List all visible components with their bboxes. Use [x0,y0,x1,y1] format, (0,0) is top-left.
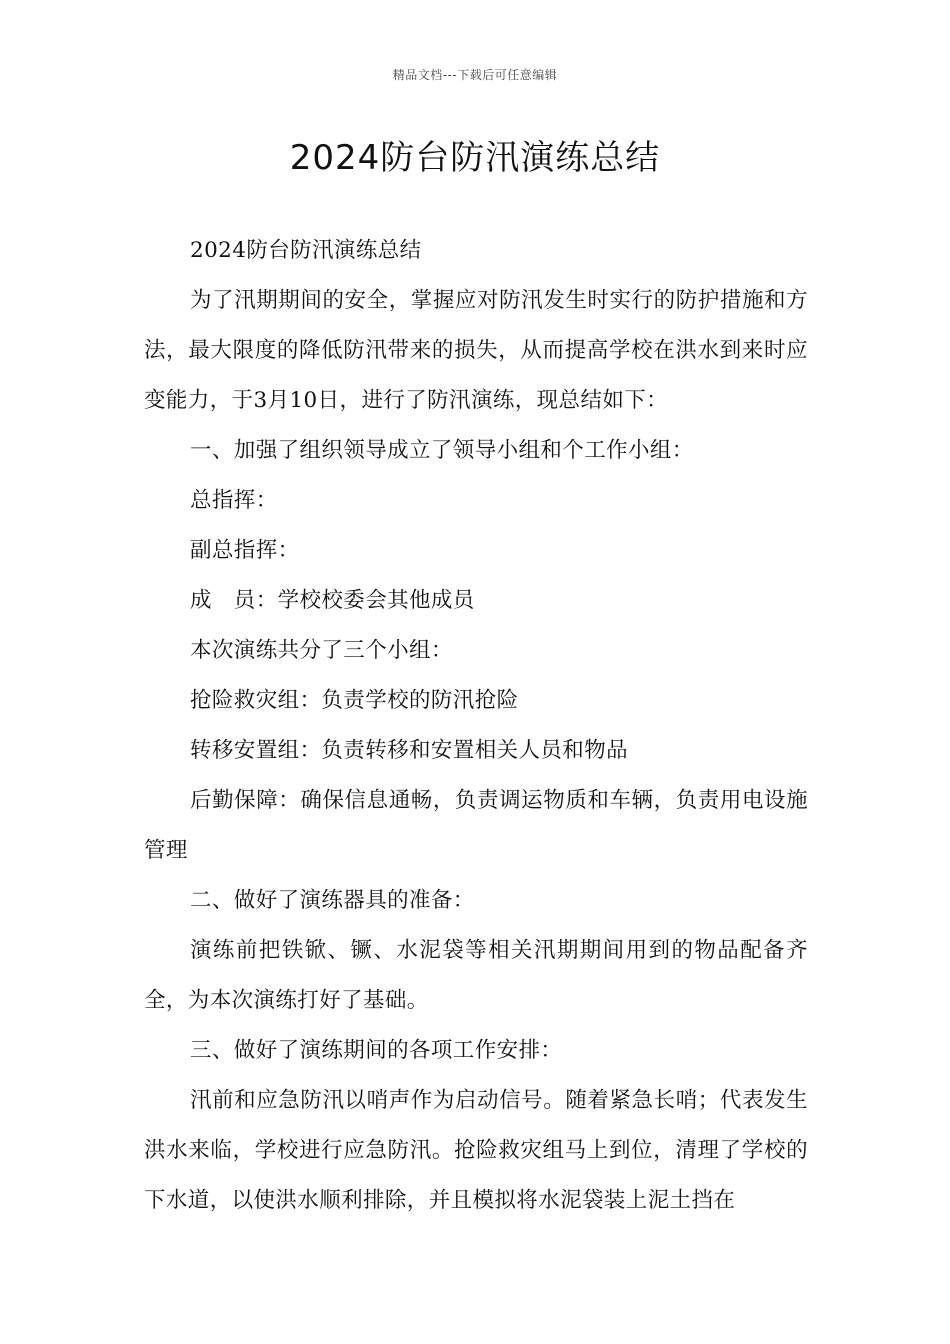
document-title: 2024防台防汛演练总结 [289,138,661,178]
header-note: 精品文档---下载后可任意编辑 [392,68,558,82]
signal-paragraph: 汛前和应急防汛以哨声作为启动信号。随着紧急长哨；代表发生洪水来临，学校进行应急防汛。抢险救灾组马上到位，清理了学校的下水道，以使洪水顺利排除，并且模拟将水泥袋装上泥土挡在 [144,1088,808,1213]
groups-intro-line: 本次演练共分了三个小组： [190,638,453,663]
members-line: 成 员：学校校委会其他成员 [190,588,475,613]
equipment-paragraph: 演练前把铁锨、镢、水泥袋等相关汛期期间用到的物品配备齐全，为本次演练打好了基础。 [144,938,808,1013]
section-two-heading: 二、做好了演练器具的准备： [190,888,475,913]
subtitle-paragraph: 2024防台防汛演练总结 [190,238,422,263]
logistics-group-paragraph: 后勤保障：确保信息通畅，负责调运物质和车辆，负责用电设施管理 [144,788,808,863]
deputy-commander-line: 副总指挥： [190,538,300,563]
document-body [144,226,808,1226]
rescue-group-line: 抢险救灾组：负责学校的防汛抢险 [190,688,519,713]
section-one-heading: 一、加强了组织领导成立了领导小组和个工作小组： [190,438,694,463]
relocation-group-line: 转移安置组：负责转移和安置相关人员和物品 [190,738,629,763]
section-three-heading: 三、做好了演练期间的各项工作安排： [190,1038,563,1063]
commander-line: 总指挥： [190,488,278,513]
intro-paragraph: 为了汛期期间的安全，掌握应对防汛发生时实行的防护措施和方法，最大限度的降低防汛带来的损失，从而提高学校在洪水到来时应变能力，于3月10日，进行了防汛演练，现总结如下： [144,288,808,413]
